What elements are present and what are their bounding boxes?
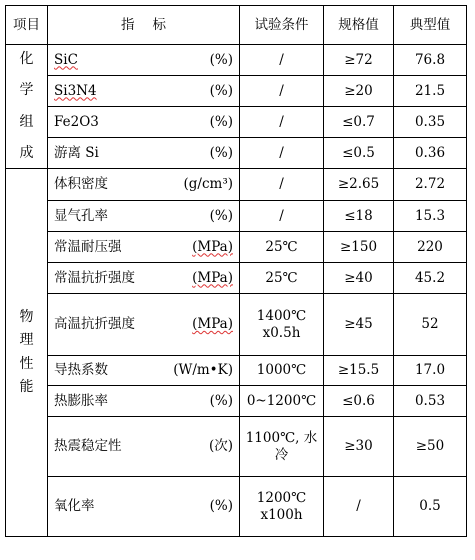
condition-cell: 25℃	[240, 232, 324, 263]
indicator-unit: (%)	[209, 113, 233, 130]
condition-cell: /	[240, 76, 324, 107]
group-label-physical	[6, 169, 48, 537]
indicator-name: 导热系数	[54, 362, 108, 379]
indicator-name: 常温耐压强	[54, 238, 122, 255]
group-char: 理	[19, 332, 34, 348]
indicator-cell	[48, 294, 240, 356]
indicator-unit: (%)	[209, 498, 233, 515]
spec-cell: ≥20	[324, 76, 394, 107]
indicator-unit: (次)	[208, 438, 233, 455]
typical-cell: 21.5	[394, 76, 467, 107]
indicator-cell	[48, 201, 240, 232]
spec-cell: ≥45	[324, 294, 394, 356]
condition-cell: /	[240, 138, 324, 169]
indicator-name: 高温抗折强度	[54, 316, 135, 333]
header-indicator: 指标	[48, 6, 240, 45]
condition-cell: /	[240, 107, 324, 138]
indicator-cell	[48, 477, 240, 537]
indicator-name: 体积密度	[54, 176, 108, 193]
typical-cell: 17.0	[394, 356, 467, 386]
table-row	[6, 386, 467, 417]
indicator-unit: (W/m•K)	[173, 362, 233, 379]
header-spec: 规格值	[324, 6, 394, 45]
group-char: 成	[19, 145, 34, 161]
table-row	[6, 477, 467, 537]
spec-cell: ≥40	[324, 263, 394, 294]
spec-cell: ≥72	[324, 45, 394, 76]
typical-cell: 45.2	[394, 263, 467, 294]
table-row	[6, 356, 467, 386]
indicator-unit: (g/cm³)	[183, 176, 233, 193]
typical-cell: 2.72	[394, 169, 467, 201]
indicator-name: 氧化率	[54, 498, 95, 515]
group-char: 性	[19, 355, 34, 372]
table-row	[6, 45, 467, 76]
spec-cell: ≥150	[324, 232, 394, 263]
indicator-name: 游离 Si	[54, 144, 99, 161]
condition-line: 1400℃	[256, 307, 307, 324]
indicator-cell	[48, 417, 240, 477]
header-typical: 典型值	[394, 6, 467, 45]
condition-cell: /	[240, 201, 324, 232]
indicator-name: Si3N4	[54, 82, 97, 99]
indicator-cell	[48, 107, 240, 138]
indicator-name: Fe2O3	[54, 113, 99, 130]
typical-cell: 76.8	[394, 45, 467, 76]
table-row	[6, 107, 467, 138]
header-condition: 试验条件	[240, 6, 324, 45]
condition-line: x100h	[260, 506, 303, 523]
condition-line: 1200℃	[256, 489, 307, 506]
indicator-cell	[48, 169, 240, 201]
indicator-unit: (%)	[209, 82, 233, 99]
table-row	[6, 76, 467, 107]
spec-cell: ≥2.65	[324, 169, 394, 201]
indicator-unit: (%)	[209, 144, 233, 161]
indicator-unit: (%)	[209, 392, 233, 409]
indicator-unit: (%)	[209, 207, 233, 224]
indicator-name: 热震稳定性	[54, 438, 122, 455]
condition-cell: /	[240, 45, 324, 76]
indicator-unit: (%)	[209, 51, 233, 68]
table-row	[6, 169, 467, 201]
condition-cell: 25℃	[240, 263, 324, 294]
condition-line: 冷	[274, 446, 289, 463]
indicator-cell	[48, 232, 240, 263]
indicator-unit: (MPa)	[192, 269, 233, 286]
indicator-cell	[48, 76, 240, 107]
spec-cell: ≤0.6	[324, 386, 394, 417]
condition-cell: /	[240, 169, 324, 201]
group-char: 组	[19, 113, 34, 130]
indicator-cell	[48, 386, 240, 417]
typical-cell: 0.5	[394, 477, 467, 537]
indicator-name: 热膨胀率	[54, 392, 108, 409]
condition-cell: 1000℃	[240, 356, 324, 386]
indicator-cell	[48, 356, 240, 386]
group-char: 物	[19, 308, 34, 325]
group-char: 学	[19, 82, 34, 98]
typical-cell: 52	[394, 294, 467, 356]
spec-cell: ≥15.5	[324, 356, 394, 386]
table-row	[6, 201, 467, 232]
spec-cell: ≤0.7	[324, 107, 394, 138]
indicator-cell	[48, 138, 240, 169]
group-char: 能	[19, 379, 34, 395]
indicator-cell	[48, 263, 240, 294]
header-row	[6, 6, 467, 45]
typical-cell: 15.3	[394, 201, 467, 232]
typical-cell: 220	[394, 232, 467, 263]
typical-cell: 0.35	[394, 107, 467, 138]
condition-cell	[240, 417, 324, 477]
specification-table	[5, 5, 467, 537]
group-char: 化	[19, 50, 34, 67]
table-row	[6, 417, 467, 477]
indicator-unit: (MPa)	[192, 238, 233, 255]
condition-line: 1100℃, 水	[245, 429, 318, 446]
typical-cell: 0.36	[394, 138, 467, 169]
indicator-unit: (MPa)	[192, 316, 233, 333]
typical-cell: 0.53	[394, 386, 467, 417]
spec-cell: /	[324, 477, 394, 537]
indicator-name: SiC	[54, 51, 78, 68]
table-row	[6, 138, 467, 169]
spec-cell: ≥30	[324, 417, 394, 477]
spec-cell: ≤18	[324, 201, 394, 232]
indicator-name: 常温抗折强度	[54, 269, 135, 286]
indicator-cell	[48, 45, 240, 76]
group-label-chemical	[6, 45, 48, 169]
table-row	[6, 263, 467, 294]
table-row	[6, 232, 467, 263]
condition-line: x0.5h	[262, 324, 301, 341]
table-row	[6, 294, 467, 356]
condition-cell	[240, 294, 324, 356]
header-project: 项目	[6, 6, 48, 45]
indicator-name: 显气孔率	[54, 207, 108, 224]
condition-cell: 0~1200℃	[240, 386, 324, 417]
condition-cell	[240, 477, 324, 537]
spec-cell: ≤0.5	[324, 138, 394, 169]
typical-cell: ≥50	[394, 417, 467, 477]
